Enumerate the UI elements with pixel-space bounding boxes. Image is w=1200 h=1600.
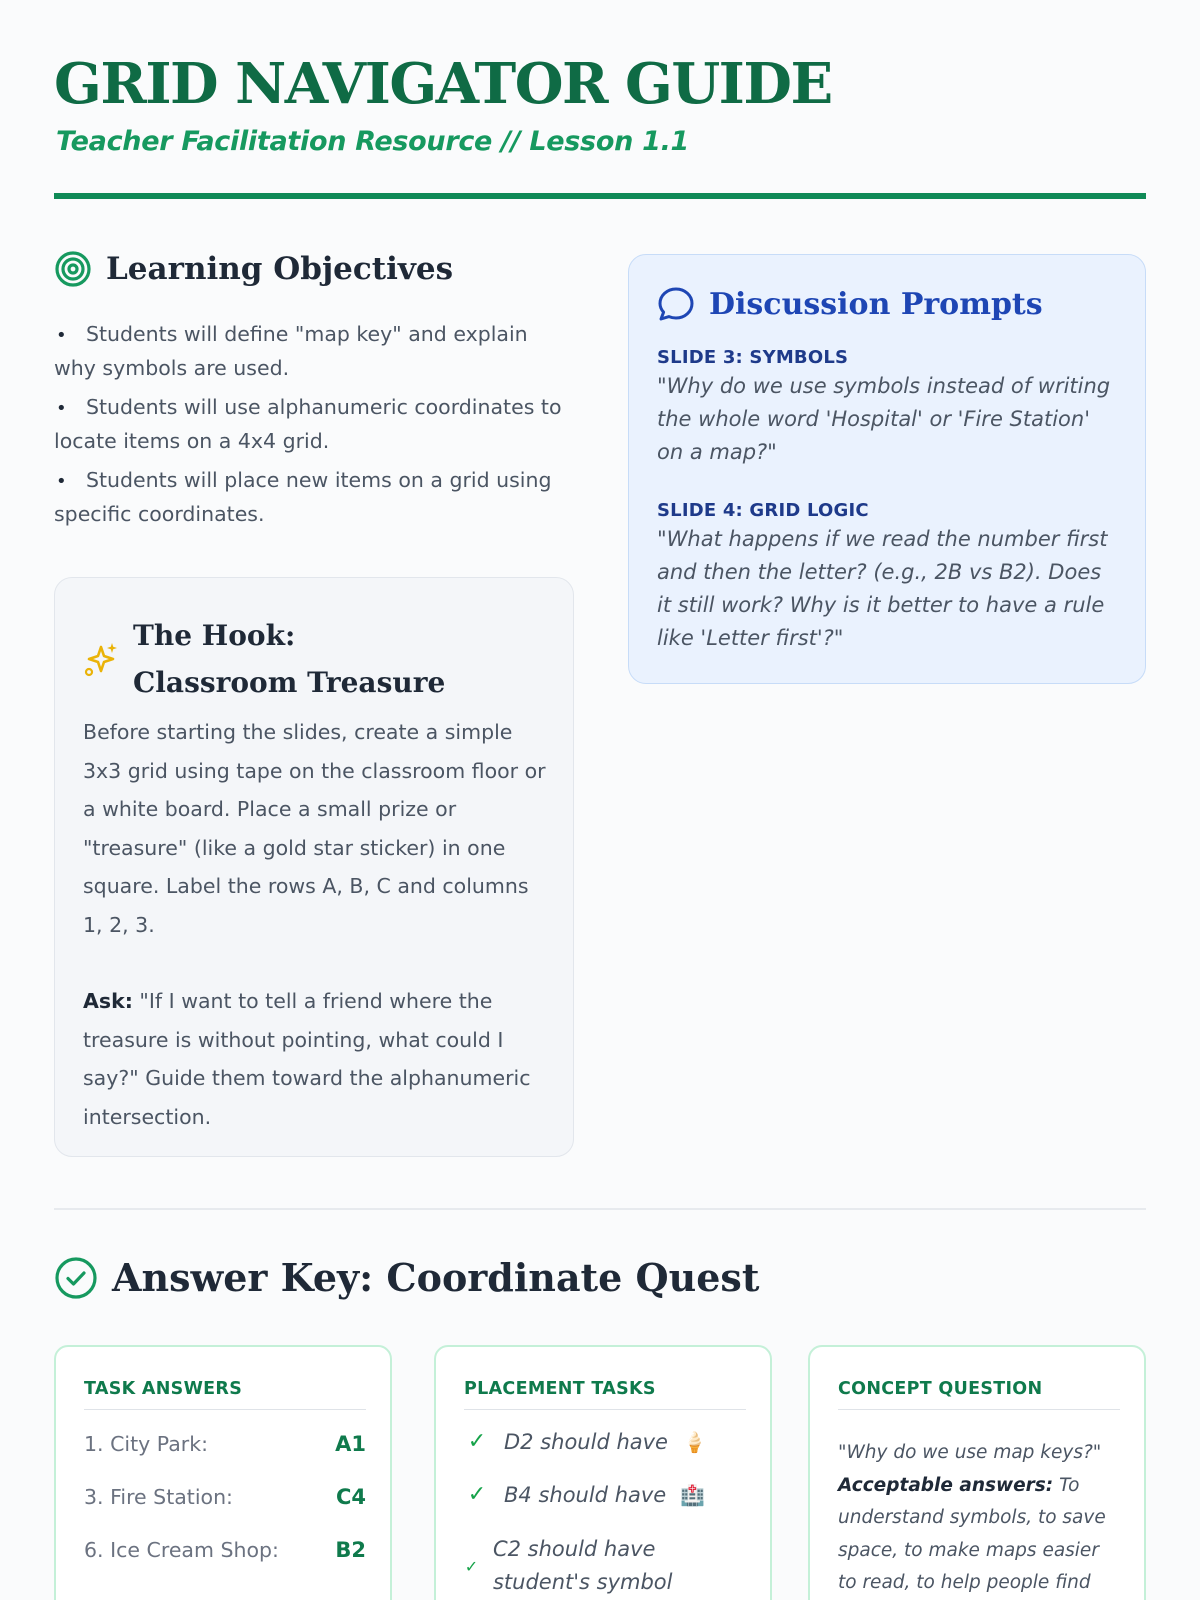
answer-row: 6. Ice Cream Shop: B2 [84,1538,366,1562]
placement-tasks-card [434,1345,772,1600]
discussion-heading: Discussion Prompts [709,286,1043,322]
concept-question: "Why do we use map keys?" [838,1442,1102,1463]
sparkles-icon [83,639,119,679]
objectives-list [54,318,574,537]
target-icon [54,250,92,288]
objectives-heading: Learning Objectives [106,251,454,287]
task-answers-label: TASK ANSWERS [84,1379,366,1410]
ask-text: "If I want to tell a friend where the treasure is without pointing, what could I say?" Guide them toward the alphanumeric intersection. [83,989,531,1129]
checkmark-icon: ✓ [464,1556,479,1576]
objective-item: • Students will use alphanumeric coordinates to locate items on a 4x4 grid. [54,395,562,453]
header-rule [54,193,1146,199]
answer-row: 3. Fire Station: C4 [84,1485,366,1509]
answer-key-header [54,1255,759,1300]
checkmark-icon: ✓ [467,1429,487,1454]
answer-key-heading: Answer Key: Coordinate Quest [112,1255,760,1300]
checkmark-icon: ✓ [467,1482,487,1507]
prompt-text: "What happens if we read the number first and then the letter? (e.g., 2B vs B2). Does it still work? Why is it better to have a rule like 'Letter first'?" [657,527,1108,650]
hook-body [83,713,553,1136]
task-answers-card [54,1345,392,1600]
page-title: GRID NAVIGATOR GUIDE [54,51,832,117]
hook-header [83,612,453,706]
concept-answers: Acceptable answers: To understand symbols, to save space, to make maps easier to read, to help people find [838,1474,1106,1593]
objective-item: • Students will define "map key" and explain why symbols are used. [54,322,528,380]
concept-question-card [808,1345,1146,1600]
hook-title: The Hook: Classroom Treasure [133,619,446,699]
page-subtitle: Teacher Facilitation Resource // Lesson 1.1 [56,126,690,157]
prompt-label: SLIDE 4: GRID LOGIC [657,500,869,521]
objective-item: • Students will place new items on a grid using specific coordinates. [54,468,552,526]
ask-label: Ask: [83,989,133,1013]
placement-row: ✓ C2 should have student's symbol [464,1537,673,1594]
discussion-card [628,254,1146,684]
hook-card [54,577,574,1157]
placement-row: ✓ B4 should have 🏥 [464,1482,754,1507]
objectives-header [54,250,453,288]
concept-question-label: CONCEPT QUESTION [838,1379,1120,1410]
hook-paragraph: Before starting the slides, create a simple 3x3 grid using tape on the classroom floor or a white board. Place a small prize or "treasure" (like a gold star sticker) in one square. Label the rows A, B, C and columns 1, 2, 3. [83,720,546,937]
hospital-icon: 🏥 [680,1482,706,1507]
prompt-text: "Why do we use symbols instead of writing the whole word 'Hospital' or 'Fire Station' on a map?" [657,374,1111,464]
placement-tasks-label: PLACEMENT TASKS [464,1379,746,1410]
ice-cream-icon: 🍦 [681,1429,707,1454]
concept-text [838,1437,1120,1600]
speech-bubble-icon [657,285,695,323]
section-divider [54,1208,1146,1210]
prompt-label: SLIDE 3: SYMBOLS [657,347,849,368]
discussion-header [657,285,1043,323]
check-circle-icon [54,1256,98,1300]
placement-row: ✓ D2 should have 🍦 [464,1429,754,1454]
hook-ask [83,982,553,1136]
answer-row: 1. City Park: A1 [84,1432,366,1456]
